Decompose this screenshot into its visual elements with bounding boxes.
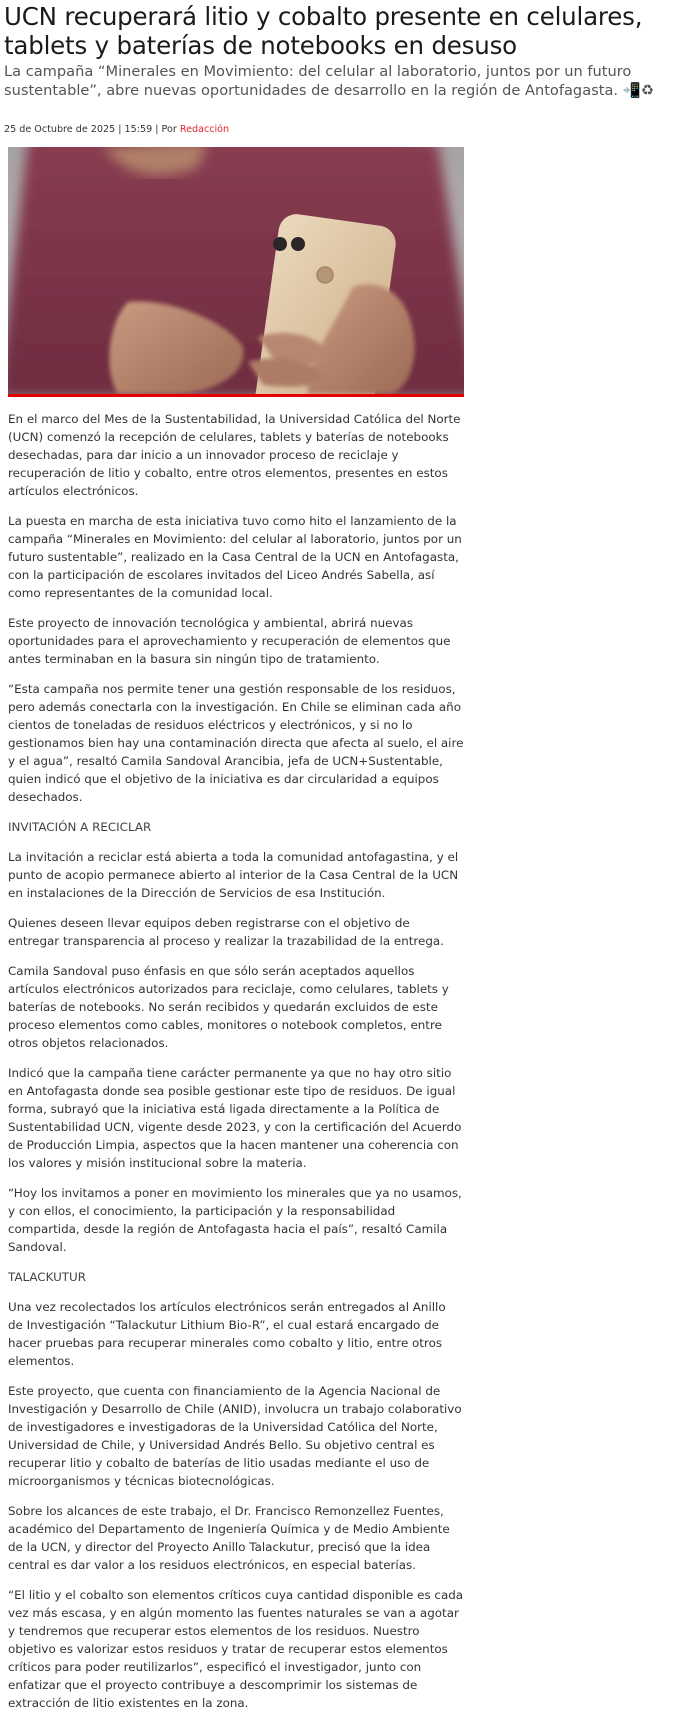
paragraph: Una vez recolectados los artículos electrónicos serán entregados al Anillo de Investigación “Talackutur Lithium Bio-R”, el cual estará encargado de hacer pruebas para recuperar minerales como cobalto y litio, entre otros elementos.: [8, 1300, 446, 1368]
paragraph: Este proyecto de innovación tecnológica y ambiental, abrirá nuevas oportunidades para el aprovechamiento y recuperación de elementos que antes terminaban en la basura sin ningún tipo de tratamiento.: [8, 616, 451, 666]
paragraph: Sobre los alcances de este trabajo, el Dr. Francisco Remonzellez Fuentes, académico del Departamento de Ingeniería Química y de Medio Ambiente de la UCN, y director del Proyecto Anillo Talackutur, precisó que la idea central es dar valor a los residuos electrónicos, en especial baterías.: [8, 1504, 450, 1572]
byline-by: | Por: [155, 124, 177, 135]
publish-date: 25 de Octubre de 2025 | 15:59: [4, 124, 153, 135]
paragraph: “Hoy los invitamos a poner en movimiento los minerales que ya no usamos, y con ellos, el conocimiento, la participación y la responsabilidad compartida, desde la región de Antofagasta hacia el país”, resaltó Camila Sandoval.: [8, 1186, 462, 1254]
paragraph: La puesta en marcha de esta iniciativa tuvo como hito el lanzamiento de la campaña “Minerales en Movimiento: del celular al laboratorio, juntos por un futuro sustentable”, realizado en la Casa Central de la UCN en Antofagasta, con la participación de escolares invitados del Liceo Andrés Sabella, así como representantes de la comunidad local.: [8, 514, 462, 600]
article-body: [8, 410, 464, 1724]
byline: [4, 124, 229, 135]
section-heading: TALACKUTUR: [8, 1270, 87, 1284]
smartphone-in-hand-photo: [8, 147, 464, 394]
paragraph: La invitación a reciclar está abierta a toda la comunidad antofagastina, y el punto de acopio permanece abierto al interior de la Casa Central de la UCN en instalaciones de la Dirección de Servicios de esa Institución.: [8, 850, 459, 900]
paragraph: En el marco del Mes de la Sustentabilidad, la Universidad Católica del Norte (UCN) comenzó la recepción de celulares, tablets y baterías de notebooks desechadas, para dar inicio a un innovador proceso de reciclaje y recuperación de litio y cobalto, entre otros elementos, presentes en estos artículos electrónicos.: [8, 412, 461, 498]
section-heading: INVITACIÓN A RECICLAR: [8, 820, 152, 834]
paragraph: Este proyecto, que cuenta con financiamiento de la Agencia Nacional de Investigación y Desarrollo de Chile (ANID), involucra un trabajo colaborativo de investigadores e investigadoras de la Universidad Católica del Norte, Universidad de Chile, y Universidad Andrés Bello. Su objetivo central es recuperar litio y cobalto de baterías de litio usadas mediante el uso de microorganismos y técnicas biotecnológicas.: [8, 1384, 462, 1488]
article-title: UCN recuperará litio y cobalto presente en celulares, tablets y baterías de notebooks en desuso: [4, 2, 643, 60]
article-image: [8, 147, 464, 397]
paragraph: “El litio y el cobalto son elementos críticos cuya cantidad disponible es cada vez más escasa, y en algún momento las fuentes naturales se van a agotar y tendremos que recuperar estos elementos de los residuos. Nuestro objetivo es valorizar estos residuos y tratar de recuperar estos elementos críticos para poder reutilizarlos”, especificó el investigador, junto con enfatizar que el proyecto contribuye a descomprimir los sistemas de extracción de litio existentes en la zona.: [8, 1588, 464, 1710]
article-subtitle: La campaña “Minerales en Movimiento: del celular al laboratorio, juntos por un futuro sustentable”, abre nuevas oportunidades de desarrollo en la región de Antofagasta. 📲♻: [4, 63, 654, 99]
author-link[interactable]: Redacción: [179, 124, 230, 135]
paragraph: “Esta campaña nos permite tener una gestión responsable de los residuos, pero además conectarla con la investigación. En Chile se eliminan cada año cientos de toneladas de residuos eléctricos y electrónicos, y si no lo gestionamos bien hay una contaminación directa que afecta al suelo, el aire y el agua”, resaltó Camila Sandoval Arancibia, jefa de UCN+Sustentable, quien indicó que el objetivo de la iniciativa es dar circularidad a equipos desechados.: [8, 682, 464, 804]
paragraph: Indicó que la campaña tiene carácter permanente ya que no hay otro sitio en Antofagasta donde sea posible gestionar este tipo de residuos. De igual forma, subrayó que la iniciativa está ligada directamente a la Política de Sustentabilidad UCN, vigente desde 2023, y con la certificación del Acuerdo de Producción Limpia, aspectos que la hacen mantener una coherencia con los valores y misión institucional sobre la materia.: [8, 1066, 462, 1170]
paragraph: Camila Sandoval puso énfasis en que sólo serán aceptados aquellos artículos electrónicos autorizados para reciclaje, como celulares, tablets y baterías de notebooks. No serán recibidos y quedarán excluidos de este proceso elementos como cables, monitores o notebook completos, entre otros objetos relacionados.: [8, 964, 449, 1050]
paragraph: Quienes deseen llevar equipos deben registrarse con el objetivo de entregar transparencia al proceso y realizar la trazabilidad de la entrega.: [8, 916, 444, 948]
